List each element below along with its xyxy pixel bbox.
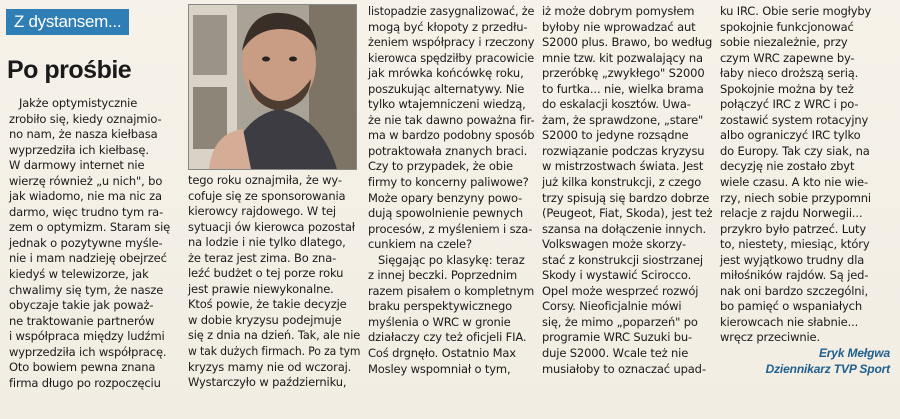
text-line: Volkswagen może skorzy- [542, 237, 686, 252]
text-line: trzy spisują się bardzo dobrze [542, 190, 710, 205]
text-line: cofuje się ze sponsorowania [188, 188, 346, 203]
text-line: kierowca spędziłby pracowicie [368, 50, 534, 65]
text-line: braku perspektywicznego [368, 299, 512, 314]
text-line: procesów, z myśleniem i sza- [368, 221, 533, 236]
text-column-5 [720, 4, 890, 377]
text-line: tego roku oznajmiła, że wy- [188, 173, 342, 187]
text-line: wręcz przeciwnie. [720, 330, 820, 345]
text-line: połączyć IRC z WRC i po- [720, 97, 859, 112]
text-line: leźć budżet o tej porze roku [188, 266, 344, 281]
text-line: cunkiem na czele? [368, 237, 472, 252]
text-line: przykro było patrzeć. Luty [720, 221, 866, 236]
text-line: darmo, więc trudno tym ra- [9, 204, 164, 219]
text-line: ne traktowanie partnerów [9, 313, 155, 328]
text-line: potraktowała znanych braci. [368, 143, 528, 158]
text-line: czym WRC zapewne by- [720, 50, 855, 65]
text-line: z innej beczki. Poprzednim [368, 268, 518, 283]
text-line: relacje z rajdu Norwegii... [720, 206, 863, 221]
text-line: Jakże optymistycznie [19, 96, 138, 110]
text-line: Coś drgnęło. Ostatnio Max [368, 346, 516, 361]
text-line: Może opary benzyny powo- [368, 190, 523, 205]
text-line: chwalimy się tym, że nasze [9, 282, 164, 297]
text-line: Czy to przypadek, że obie [368, 159, 513, 174]
text-column-1 [9, 96, 179, 391]
text-line: do eskalacji kosztów. Uwa- [542, 97, 691, 112]
text-line: to furtka... nie, wielka brama [542, 81, 704, 96]
text-line: Spokojnie można by też [720, 81, 854, 96]
text-line: iż może dobrym pomysłem [542, 4, 695, 18]
author-photo [188, 4, 357, 170]
text-line: zem o optymizm. Staram się [9, 220, 171, 235]
text-line: duje S2000. Wcale też nie [542, 346, 689, 361]
text-line: bo pamięć o wspaniałych [720, 299, 862, 314]
article-headline: Po prośbie [7, 56, 132, 84]
text-line: w mistrzostwach świata. Jest [542, 159, 704, 174]
text-line: w dobie kryzysu podejmuje [188, 312, 342, 327]
text-line: programie WRC Suzuki bu- [542, 330, 693, 345]
text-line: że teraz jest zima. Bo zna- [188, 250, 337, 265]
text-line: jak mrówka końcówkę roku, [368, 66, 524, 81]
text-line: Mosley wspomniał o tym, [368, 361, 511, 376]
text-line: rozwiązanie podczas kryzysu [542, 143, 705, 158]
text-line: sobie niezależnie, przy [720, 35, 848, 50]
text-line: wyprzedziła ich współpracę. [9, 344, 167, 359]
text-line: przeróbkę „zwykłego" S2000 [542, 66, 705, 81]
text-line: sytuacji ów kierowca pozostał [188, 219, 355, 234]
text-line: kierowcach nie słabnie... [720, 314, 859, 329]
text-line: nak oni bardzo szczególni, [720, 283, 868, 298]
text-line: razem pisałem o kompletnym [368, 283, 535, 298]
text-line: miłośników rajdów. Są jed- [720, 268, 869, 283]
text-line: myślenia o WRC w gronie [368, 314, 511, 329]
text-line: rzy, niech sobie przypomni [720, 190, 871, 205]
text-line: wiele czasu. A kto nie wie- [720, 175, 868, 190]
text-line: Opel może wesprzeć rozwój [542, 283, 699, 298]
text-line: już kilka konstrukcji, z czego [542, 175, 702, 190]
text-line: W darmowy internet nie [9, 158, 145, 173]
portrait-photo-drawing [189, 5, 356, 169]
text-line: kiedyś w telewizorze, jak [9, 267, 149, 282]
text-line: jednak o pozytywne myśle- [9, 235, 163, 250]
text-line: Oto bowiem pewna znana [9, 360, 156, 375]
text-line: albo ograniczyć IRC tylko [720, 128, 861, 143]
section-kicker: Z dystansem... [6, 9, 129, 35]
text-line: się z dnia na dzień. Tak, ale nie [188, 328, 361, 343]
text-line: zostawić system rotacyjny [720, 112, 869, 127]
text-line: ma w bardzo podobny sposób [368, 128, 535, 143]
text-line: S2000 plus. Brawo, bo według [542, 35, 713, 50]
text-line: jest wyjątkowo trudny dla [720, 252, 865, 267]
text-line: nie i mam nadzieję obejrzeć [9, 251, 167, 266]
text-line: S2000 to jedyne rozsądne [542, 128, 689, 143]
text-line: Skody i wystawić Scirocco. [542, 268, 692, 283]
text-line: listopadzie zasygnalizować, że [368, 4, 535, 18]
text-line: (Peugeot, Fiat, Skoda), jest też [542, 206, 713, 221]
text-line: mogą być kłopoty z przedłu- [368, 19, 528, 34]
text-line: Ktoś powie, że takie decyzje [188, 297, 347, 312]
text-line: obyczaje takie jak poważ- [9, 298, 154, 313]
author-name: Eryk Mełgwa [818, 346, 890, 361]
text-line: mnie tzw. kit pozwalający na [542, 50, 703, 65]
text-line: Corsy. Nieoficjalnie mówi [542, 299, 682, 314]
text-line: Sięgając po klasykę: teraz [378, 252, 525, 267]
text-line: działaczy czy też oficjeli FIA. [368, 330, 527, 345]
text-column-4 [542, 4, 712, 377]
text-line: byłoby nie wprowadzać aut [542, 19, 696, 34]
author-role: Dziennikarz TVP Sport [765, 361, 890, 376]
text-line: jest prawie niewykonalne. [188, 281, 334, 296]
text-line: Wystarczyło w październiku, [188, 375, 347, 390]
text-line: tylko wtajemniczeni wiedzą, [368, 97, 526, 112]
text-line: łaby nieco droższą serią. [720, 66, 859, 81]
text-line: żam, że sprawdzone, „stare" [542, 112, 704, 127]
text-line: na lodzie i nie tylko dlatego, [188, 235, 346, 250]
text-column-3 [368, 4, 534, 377]
text-line: i współpraca między ludźmi [9, 329, 165, 344]
text-line: spokojnie funkcjonować [720, 19, 854, 34]
text-line: żeniem współpracy i rzeczony [368, 35, 535, 50]
text-line: do Europy. Tak czy siak, na [720, 143, 870, 158]
text-line: się, że mimo „poparzeń" po [542, 314, 698, 329]
text-line: poszukując alternatywy. Nie [368, 81, 525, 96]
text-line: w tak dużych firmach. Po za tym [188, 344, 361, 359]
text-line: decyzję nie zostało zbyt [720, 159, 855, 174]
text-line: jak wiadomo, nie ma nic za [9, 189, 162, 204]
text-line: wyprzedziła ich kiełbasę. [9, 142, 149, 157]
text-column-2 [188, 173, 360, 391]
text-line: że nie tak dawno poważna fir- [368, 112, 535, 127]
text-line: zrobiło się, kiedy oznajmio- [9, 111, 162, 126]
text-line: firmy to koncerny paliwowe? [368, 175, 529, 190]
text-line: to, niestety, miesiąc, który [720, 237, 870, 252]
text-line: kierowcy rajdowego. W tej [188, 204, 336, 219]
text-line: musiałoby to oznaczać upad- [542, 361, 706, 376]
text-line: szansa na dołączenie innych. [542, 221, 706, 236]
text-line: wierzę również „u nich", bo [9, 173, 163, 188]
text-line: kryzys mamy nie od wczoraj. [188, 359, 352, 374]
text-line: dują spowolnienie pewnych [368, 206, 523, 221]
text-line: ku IRC. Obie serie mogłyby [720, 4, 872, 18]
text-line: firma długo po rozpoczęciu [9, 375, 161, 390]
text-line: stać z konstrukcji siostrzanej [542, 252, 703, 267]
text-line: no nam, że nasza kiełbasa [9, 127, 158, 142]
